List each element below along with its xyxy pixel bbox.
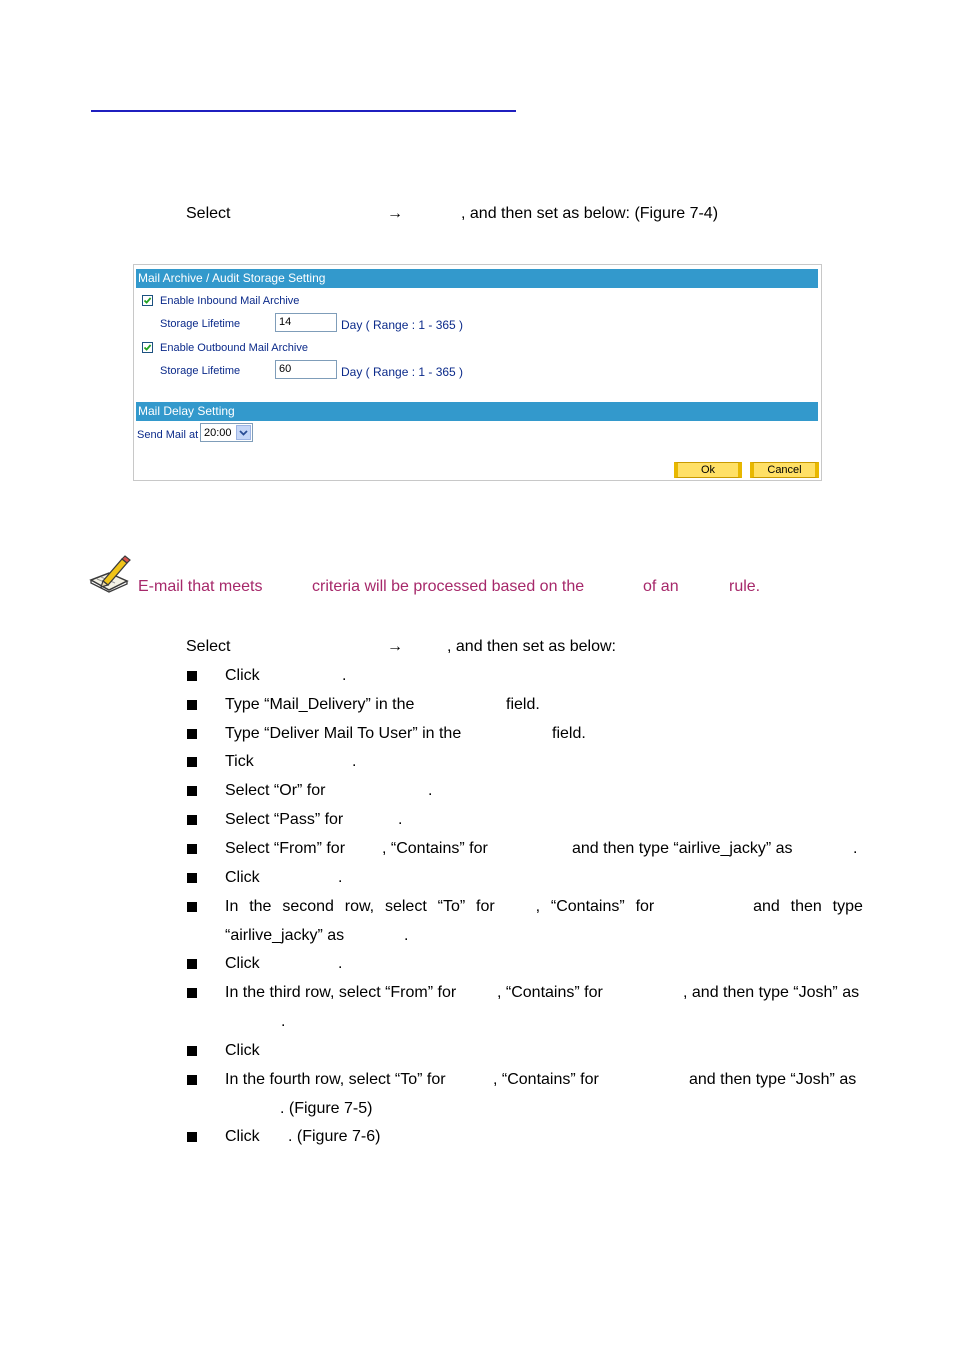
word: row,: [344, 898, 375, 915]
bullet-icon: [187, 988, 197, 998]
word: select: [384, 898, 427, 915]
list-item: In the fourth row, select “To” for: [225, 1071, 446, 1088]
list-item: In the third row, select “From” for: [225, 984, 457, 1001]
bullet-icon: [187, 1132, 197, 1142]
chevron-down-icon[interactable]: [236, 425, 251, 440]
word: for: [635, 898, 655, 915]
list-item-part: and then type “Josh” as: [689, 1071, 857, 1088]
list-item-end: .: [342, 667, 347, 684]
bullet-icon: [187, 671, 197, 681]
arrow-icon: →: [387, 205, 403, 222]
word: type: [832, 898, 863, 915]
checkmark-icon: [143, 343, 152, 352]
list-item-end: field.: [552, 725, 586, 742]
list-item-part: , “Contains” for: [493, 1071, 599, 1088]
list-item: Type “Deliver Mail To User” in the: [225, 725, 462, 742]
inbound-archive-checkbox[interactable]: [142, 295, 153, 306]
list-item-end: .: [428, 782, 433, 799]
bullet-icon: [187, 815, 197, 825]
list-item: Click: [225, 1042, 260, 1059]
bullet-icon: [187, 700, 197, 710]
pencil-note-icon: [89, 553, 131, 593]
heading-underline: [91, 110, 516, 112]
list-item: Click: [225, 955, 260, 972]
list-item-end: .: [338, 869, 343, 886]
archive-section-header: Mail Archive / Audit Storage Setting: [136, 269, 818, 288]
ok-button[interactable]: Ok: [674, 462, 742, 478]
word: the: [249, 898, 272, 915]
note-text-4: rule.: [729, 578, 761, 595]
list-item: Select “Pass” for: [225, 811, 344, 828]
inbound-archive-label: Enable Inbound Mail Archive: [160, 295, 300, 307]
outbound-archive-checkbox[interactable]: [142, 342, 153, 353]
list-item: Click: [225, 667, 260, 684]
word: “To”: [437, 898, 466, 915]
bullet-icon: [187, 1075, 197, 1085]
bullet-icon: [187, 1046, 197, 1056]
word: for: [476, 898, 495, 915]
inbound-lifetime-input[interactable]: 14: [275, 313, 337, 332]
step1-text: , and then set as below: (Figure 7-4): [461, 205, 719, 222]
word: ,: [535, 898, 541, 915]
list-item-justified: [225, 898, 863, 916]
list-item-end: .: [352, 753, 357, 770]
list-item-end: .: [338, 955, 343, 972]
send-time-value: 20:00: [204, 427, 232, 439]
list-item-continuation: “airlive_jacky” as: [225, 927, 345, 944]
cancel-button[interactable]: Cancel: [750, 462, 819, 478]
bullet-icon: [187, 844, 197, 854]
list-item-part: , and then type “Josh” as: [683, 984, 860, 1001]
bullet-icon: [187, 757, 197, 767]
delay-section-header: Mail Delay Setting: [136, 402, 818, 421]
send-time-select[interactable]: [200, 423, 253, 442]
list-item: Click: [225, 1128, 260, 1145]
send-mail-label: Send Mail at: [137, 429, 199, 441]
outbound-lifetime-input[interactable]: 60: [275, 360, 337, 379]
bullet-icon: [187, 786, 197, 796]
word: then: [790, 898, 822, 915]
list-item-end: .: [398, 811, 403, 828]
list-item-part: , “Contains” for: [382, 840, 488, 857]
word: and: [753, 898, 780, 915]
bullet-icon: [187, 902, 197, 912]
checkmark-icon: [143, 296, 152, 305]
list-item: Type “Mail_Delivery” in the: [225, 696, 415, 713]
step2-text: , and then set as below:: [447, 638, 616, 655]
list-item-end: . (Figure 7-6): [288, 1128, 381, 1145]
list-item: Select “From” for: [225, 840, 346, 857]
arrow-icon: →: [387, 638, 403, 655]
step1-select: Select: [186, 205, 231, 222]
outbound-archive-label: Enable Outbound Mail Archive: [160, 342, 308, 354]
list-item-part: and then type “airlive_jacky” as: [572, 840, 793, 857]
list-item: Tick: [225, 753, 254, 770]
list-item-end: field.: [506, 696, 540, 713]
step2-select: Select: [186, 638, 231, 655]
list-item: Select “Or” for: [225, 782, 326, 799]
note-text-3: of an: [643, 578, 679, 595]
inbound-lifetime-label: Storage Lifetime: [160, 318, 241, 330]
list-item-end: .: [404, 927, 409, 944]
note-text-1: E-mail that meets: [138, 578, 263, 595]
list-item-end: .: [281, 1013, 286, 1030]
inbound-range-text: Day ( Range : 1 - 365 ): [341, 318, 464, 332]
note-text-2: criteria will be processed based on the: [312, 578, 585, 595]
list-item-end: .: [853, 840, 858, 857]
bullet-icon: [187, 959, 197, 969]
word: “Contains”: [550, 898, 625, 915]
outbound-range-text: Day ( Range : 1 - 365 ): [341, 365, 464, 379]
bullet-icon: [187, 729, 197, 739]
bullet-icon: [187, 873, 197, 883]
list-item-part: , “Contains” for: [497, 984, 603, 1001]
outbound-lifetime-label: Storage Lifetime: [160, 365, 241, 377]
list-item: Click: [225, 869, 260, 886]
word: second: [282, 898, 334, 915]
mail-archive-settings-panel: [133, 264, 822, 481]
list-item-end: . (Figure 7-5): [280, 1100, 373, 1117]
word: In: [225, 898, 239, 915]
